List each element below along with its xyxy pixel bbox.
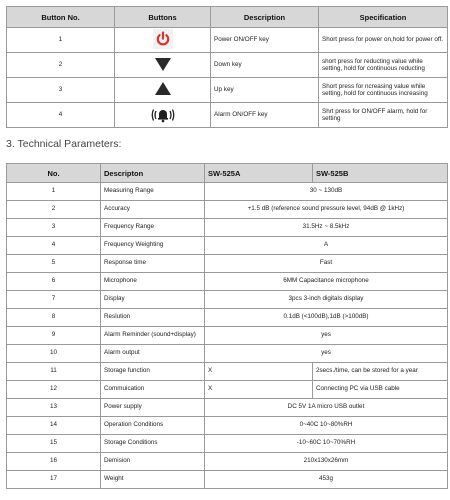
power-icon	[151, 29, 175, 49]
table-row	[7, 273, 448, 291]
param-no: 15	[7, 435, 101, 453]
param-name: Microphone	[101, 273, 205, 291]
param-name: Power supply	[101, 399, 205, 417]
param-no: 10	[7, 345, 101, 363]
button-no: 3	[7, 78, 115, 103]
param-no: 14	[7, 417, 101, 435]
up-arrow-icon	[151, 79, 175, 99]
param-no: 6	[7, 273, 101, 291]
param-value: 31.5Hz ~ 8.5kHz	[205, 219, 448, 237]
button-no: 2	[7, 53, 115, 78]
button-cell	[115, 28, 211, 53]
buttons-table	[6, 6, 448, 128]
button-specification: short press for reducting value while setting, hold for continuous reducting	[319, 53, 448, 78]
param-value: 30 ~ 130dB	[205, 183, 448, 201]
param-name: Response time	[101, 255, 205, 273]
param-value: A	[205, 237, 448, 255]
header-specification: Specification	[319, 7, 448, 28]
table-row	[7, 53, 448, 78]
table-row	[7, 435, 448, 453]
param-value: DC 5V 1A micro USB outlet	[205, 399, 448, 417]
table-row	[7, 417, 448, 435]
button-cell	[115, 53, 211, 78]
param-value-sw-525b: Connecting PC via USB cable	[313, 381, 448, 399]
button-description: Alarm ON/OFF key	[211, 103, 319, 128]
param-name: Display	[101, 291, 205, 309]
button-specification: Shrt press for ON/OFF alarm, hold for setting	[319, 103, 448, 128]
table-row	[7, 471, 448, 489]
table-row	[7, 237, 448, 255]
param-no: 9	[7, 327, 101, 345]
param-value: yes	[205, 327, 448, 345]
param-value: 210x130x26mm	[205, 453, 448, 471]
table-row	[7, 183, 448, 201]
header-no: No.	[7, 164, 101, 183]
table-row	[7, 363, 448, 381]
param-value: -10~60C 10~70%RH	[205, 435, 448, 453]
header-description: Descripton	[101, 164, 205, 183]
param-name: Weight	[101, 471, 205, 489]
param-value: +1.5 dB (reference sound pressure level, 94dB @ 1kHz)	[205, 201, 448, 219]
param-no: 5	[7, 255, 101, 273]
header-sw-525a: SW-525A	[205, 164, 313, 183]
param-no: 8	[7, 309, 101, 327]
down-arrow-icon	[151, 54, 175, 74]
table-row	[7, 381, 448, 399]
param-value-sw-525a: X	[205, 363, 313, 381]
section-title: 3. Technical Parameters:	[6, 138, 122, 150]
button-specification: Short press for ncreasing value while setting, hold for continuous increasing	[319, 78, 448, 103]
param-value: Fast	[205, 255, 448, 273]
header-buttons: Buttons	[115, 7, 211, 28]
button-specification: Short press for power on,hold for power off.	[319, 28, 448, 53]
header-sw-525b: SW-525B	[313, 164, 448, 183]
button-no: 1	[7, 28, 115, 53]
param-name: Storage function	[101, 363, 205, 381]
param-value: 6MM Capacitance microphone	[205, 273, 448, 291]
table-row	[7, 78, 448, 103]
table-row	[7, 309, 448, 327]
param-name: Commuication	[101, 381, 205, 399]
param-name: Alarm Reminder (sound+display)	[101, 327, 205, 345]
param-no: 4	[7, 237, 101, 255]
table-row	[7, 201, 448, 219]
param-value-sw-525a: X	[205, 381, 313, 399]
button-description: Up key	[211, 78, 319, 103]
buttons-table-header	[7, 7, 448, 28]
param-name: Storage Conditions	[101, 435, 205, 453]
table-row	[7, 345, 448, 363]
param-name: Measuring Range	[101, 183, 205, 201]
header-button-no: Button No.	[7, 7, 115, 28]
button-no: 4	[7, 103, 115, 128]
param-name: Reslution	[101, 309, 205, 327]
param-no: 1	[7, 183, 101, 201]
params-table-header	[7, 164, 448, 183]
button-cell	[115, 78, 211, 103]
param-name: Accuracy	[101, 201, 205, 219]
param-no: 16	[7, 453, 101, 471]
table-row	[7, 255, 448, 273]
table-row	[7, 453, 448, 471]
param-no: 12	[7, 381, 101, 399]
param-value: yes	[205, 345, 448, 363]
param-no: 2	[7, 201, 101, 219]
param-value: 3pcs 3-inch digitals display	[205, 291, 448, 309]
param-value: 0.1dB (<100dB),1dB (>100dB)	[205, 309, 448, 327]
header-description: Description	[211, 7, 319, 28]
param-value: 453g	[205, 471, 448, 489]
param-value-sw-525b: 2secs./time, can be stored for a year	[313, 363, 448, 381]
param-name: Frequency Weighting	[101, 237, 205, 255]
param-no: 3	[7, 219, 101, 237]
table-row	[7, 219, 448, 237]
table-row	[7, 291, 448, 309]
table-row	[7, 103, 448, 128]
button-description: Down key	[211, 53, 319, 78]
param-no: 7	[7, 291, 101, 309]
table-row	[7, 327, 448, 345]
param-no: 17	[7, 471, 101, 489]
button-description: Power ON/OFF key	[211, 28, 319, 53]
param-name: Demision	[101, 453, 205, 471]
param-value: 0~40C 10~80%RH	[205, 417, 448, 435]
technical-parameters-table	[6, 163, 448, 489]
alarm-bell-icon	[151, 104, 175, 124]
param-name: Operation Conditions	[101, 417, 205, 435]
param-no: 13	[7, 399, 101, 417]
button-cell	[115, 103, 211, 128]
table-row	[7, 399, 448, 417]
param-no: 11	[7, 363, 101, 381]
table-row	[7, 28, 448, 53]
param-name: Alarm output	[101, 345, 205, 363]
param-name: Frequency Range	[101, 219, 205, 237]
